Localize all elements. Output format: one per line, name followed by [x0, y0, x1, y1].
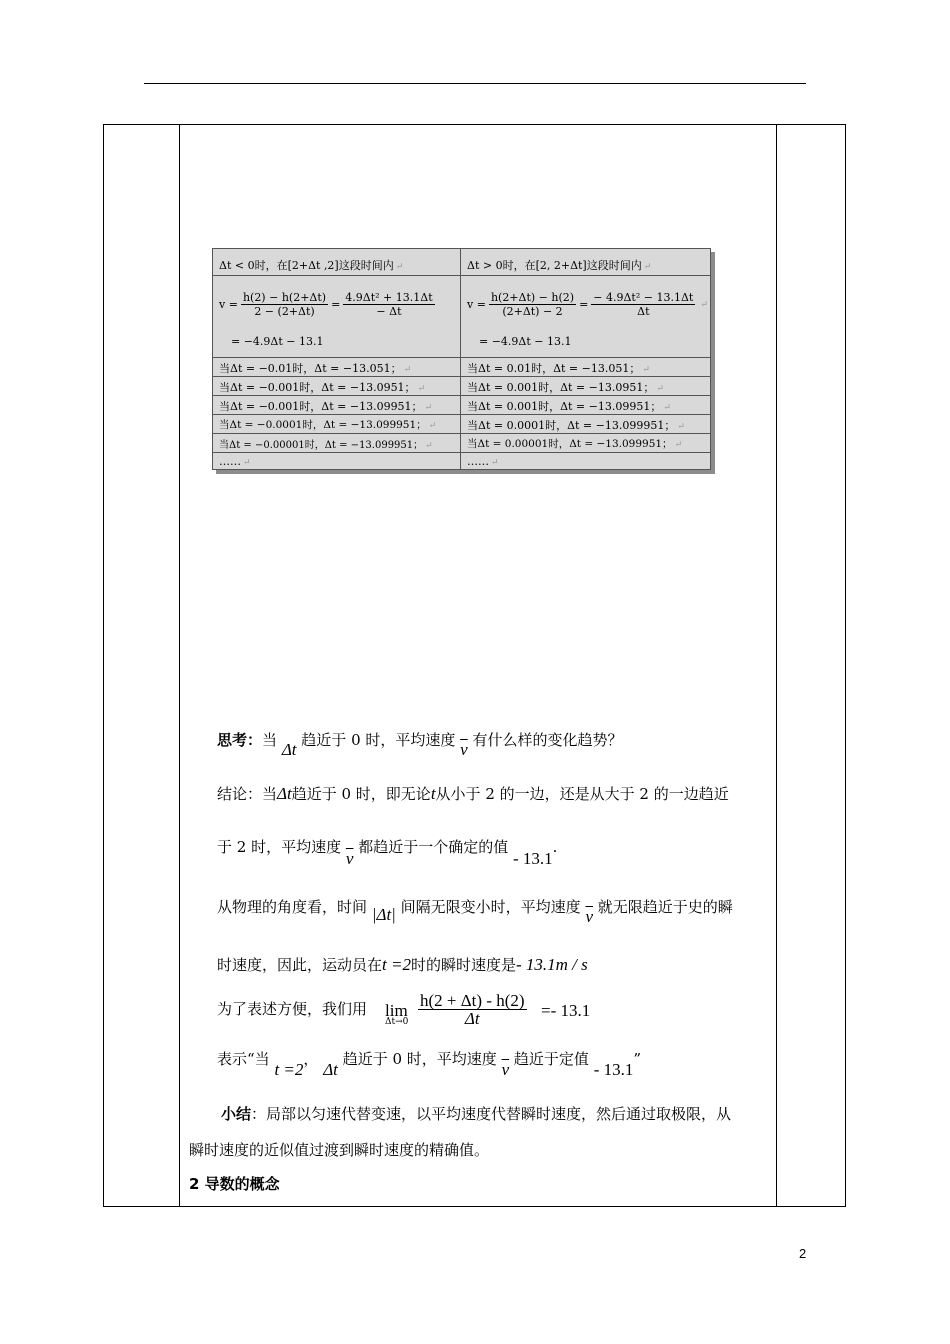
limit-value: =- 13.1 — [541, 1001, 591, 1020]
table-row-right-4: 当Δt = 0.0001时，Δt = −13.099951； ↵ — [467, 419, 685, 432]
limit-subscript: Δt→0 — [385, 1017, 409, 1027]
table-row-right-6: …… ↵ — [467, 455, 499, 468]
table-row-left-3: 当Δt = −0.001时，Δt = −13.09951； ↵ — [219, 400, 433, 413]
table-head-left: Δt < 0时，在[2+Δt ,2]这段时间内 ↵ — [219, 259, 404, 272]
table-row-left-6: …… ↵ — [219, 455, 251, 468]
table-row-left-5: 当Δt = −0.00001时，Δt = −13.099951； ↵ — [219, 440, 433, 451]
conclusion-line-1: 结论：当Δt趋近于 0 时，即无论t从小于 2 的一边，还是从大于 2 的一边趋近 — [217, 784, 729, 803]
table-row-left-2: 当Δt = −0.001时，Δt = −13.0951； ↵ — [219, 381, 426, 394]
physics-line-1: 从物理的角度看，时间 |Δt| 间隔无限变小时，平均速度 $\overline{v}$ 就无限趋近于史的瞬 — [217, 898, 733, 926]
section-heading: 2 导数的概念 — [189, 1175, 280, 1193]
header-rule — [144, 83, 806, 84]
physics-line-2: 时速度，因此，运动员在t =2时的瞬时速度是- 13.1m / s — [217, 955, 588, 974]
average-velocity-table — [212, 248, 711, 470]
summary-line-1: 小结：局部以匀速代替变速，以平均速度代替瞬时速度，然后通过取极限，从 — [221, 1105, 732, 1123]
table-body — [212, 248, 711, 470]
table-row-left-4: 当Δt = −0.0001时，Δt = −13.099951； ↵ — [219, 419, 437, 431]
think-paragraph: 思考：当 Δt 趋近于 0 时，平均速度 $\overline{v}$ 有什么样的变化趋势？ — [217, 731, 623, 759]
formula-right-result: = −4.9Δt − 13.1 — [479, 335, 572, 348]
table-row-right-2: 当Δt = 0.001时，Δt = −13.0951； ↵ — [467, 381, 664, 394]
column-divider-right — [776, 124, 777, 1207]
conclusion-line-2: 于 2 时，平均速度 $\overline{v}$ 都趋近于一个确定的值 - 13.1. — [217, 838, 558, 868]
limit-symbol: lim — [385, 1001, 408, 1020]
column-divider-left — [179, 124, 180, 1207]
table-row-right-3: 当Δt = 0.001时，Δt = −13.09951； ↵ — [467, 400, 671, 413]
table-row-left-1: 当Δt = −0.01时，Δt = −13.051； ↵ — [219, 362, 412, 375]
formula-left-result: = −4.9Δt − 13.1 — [231, 335, 324, 348]
table-row-right-5: 当Δt = 0.00001时，Δt = −13.099951； ↵ — [467, 438, 683, 450]
limit-fraction: $\frac{h(2 + \Delta t) - h(2)}{\Delta t}$ — [420, 991, 525, 1028]
express-line: 表示“当 t =2， Δt 趋近于 0 时，平均速度 $\overline{v}$ 趋近于定值 - 13.1” — [217, 1050, 642, 1079]
table-row-right-1: 当Δt = 0.01时，Δt = −13.051； ↵ — [467, 362, 650, 375]
table-head-right: Δt > 0时，在[2, 2+Δt]这段时间内 ↵ — [467, 259, 652, 272]
formula-right: v = $\frac{h(2+\Delta t) - h(2)}{(2+\Delta t) - 2}$ = $\frac{\text{− 4.9Δt² − 13.1Δt}}{\Delta t}$ ↵ — [467, 291, 708, 318]
limit-line: 为了表述方便，我们用 — [217, 1000, 368, 1018]
summary-line-2: 瞬时速度的近似值过渡到瞬时速度的精确值。 — [189, 1141, 490, 1159]
page-number: 2 — [799, 1246, 807, 1261]
formula-left: v = $\frac{h(2) - h(2+\Delta t)}{2 - (2+\Delta t)}$ = $\frac{\text{4.9Δt² + 13.1Δt}}{- \Delta t}$ — [219, 291, 433, 318]
